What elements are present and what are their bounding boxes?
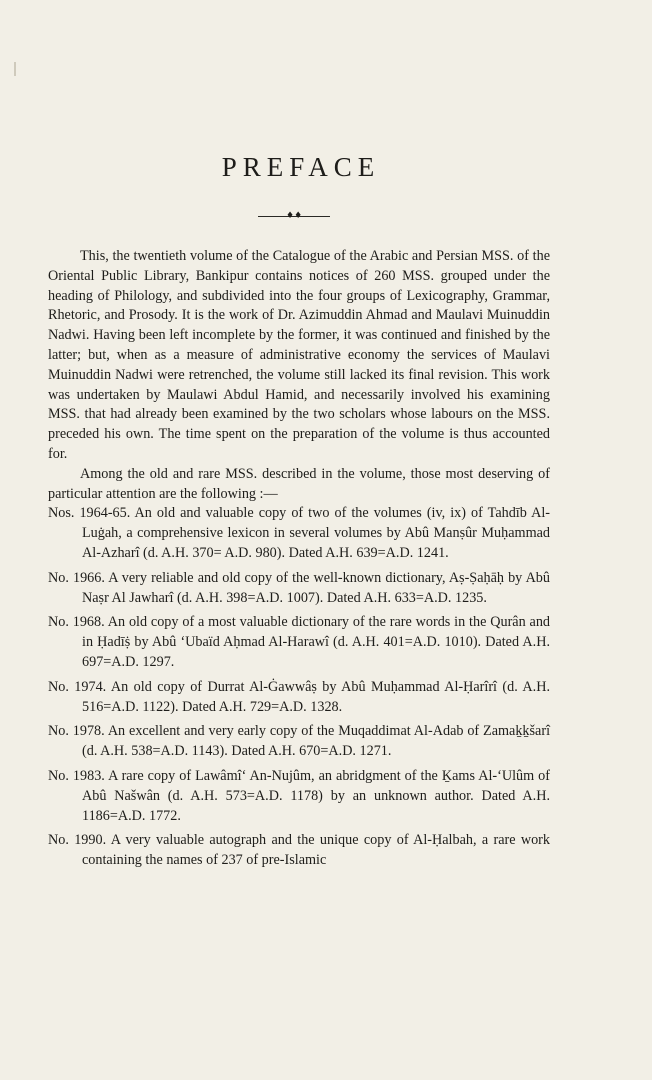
entry-number: No. 1983. (48, 767, 105, 784)
manuscript-entry (48, 613, 550, 672)
entry-number: No. 1990. (48, 832, 107, 849)
entry-number: No. 1966. (48, 569, 105, 586)
entry-text: An old copy of a most valuable dictionary of the rare words in the Qurân and in Ḥadīṩ by Abû ‘Ubaïd Aḥmad Al-Harawî (d. A.H. 401=A.D. 1010). Dated A.H. 697=A.D. 1297. (82, 614, 551, 670)
entry-number: Nos. 1964-65. (48, 505, 131, 522)
entry-text: A very reliable and old copy of the well-known dictionary, Aṣ-Ṣaḥāḥ by Abû Naṣr Al Jawharî (d. A.H. 398=A.D. 1007). Dated A.H. 633=A.D. 1235. (82, 569, 550, 606)
entry-text: An excellent and very early copy of the Muqaddimat Al-Adab of Zamaḵḵšarî (d. A.H. 538=A.D. 1143). Dated A.H. 670=A.D. 1271. (82, 723, 551, 760)
list-intro-paragraph: Among the old and rare MSS. described in the volume, those most deserving of particular attention are the following :— (48, 465, 550, 502)
manuscript-entry (48, 678, 550, 718)
manuscript-entry (48, 767, 550, 826)
entry-number: No. 1978. (48, 723, 105, 740)
manuscript-entry (48, 831, 550, 871)
entry-number: No. 1968. (48, 614, 105, 631)
entry-text: A very valuable autograph and the unique copy of Al-Ḥalbah, a rare work containing the names of 237 of pre-Islamic (82, 832, 550, 869)
entry-number: No. 1974. (48, 678, 107, 695)
intro-paragraph: This, the twentieth volume of the Catalogue of the Arabic and Persian MSS. of the Oriental Public Library, Bankipur contains notices of 260 MSS. grouped under the heading of Philology, and subdivided into the four groups of Lexicography, Grammar, Rhetoric, and Prosody. It is the work of Dr. Azimuddin Ahmad and Maulavi Muinuddin Nadwi. Having been left incomplete by the former, it was continued and finished by the latter; but, when as a measure of administrative economy the services of Maulavi Muinuddin Nadwi were retrenched, the volume still lacked its final revision. This work was undertaken by Maulawi Abdul Hamid, and necessarily involved his examining MSS. that had already been examined by the two scholars whose labours on the MSS. preceded his own. The time spent on the preparation of the volume is thus accounted for. (48, 248, 550, 462)
preface-body (48, 247, 550, 871)
page-title: PREFACE (221, 152, 381, 182)
entry-text: A rare copy of Lawâmî‘ An-Nujûm, an abridgment of the Ḵams Al-‘Ulûm of Abû Našwân (d. A.H. 573=A.D. 1178) by an unknown author. Dated A.H. 1186=A.D. 1772. (82, 767, 551, 824)
title-ornament: ♦♦ (286, 211, 303, 221)
manuscript-entry (48, 722, 550, 762)
manuscript-entry (48, 504, 550, 563)
entry-text: An old and valuable copy of two of the volumes (iv, ix) of Tahdīb Al-Luġah, a comprehensive lexicon in several volumes by Abû Manṣûr Muḥammad Al-Azharî (d. A.H. 370= A.D. 980). Dated A.H. 639=A.D. 1241. (82, 505, 550, 561)
manuscript-entry (48, 569, 550, 609)
page-blemish (14, 62, 16, 76)
entry-text: An old copy of Durrat Al-Ġawwâṣ by Abû Muḥammad Al-Ḥarîrî (d. A.H. 516=A.D. 1122). Dated A.H. 729=A.D. 1328. (82, 678, 551, 715)
